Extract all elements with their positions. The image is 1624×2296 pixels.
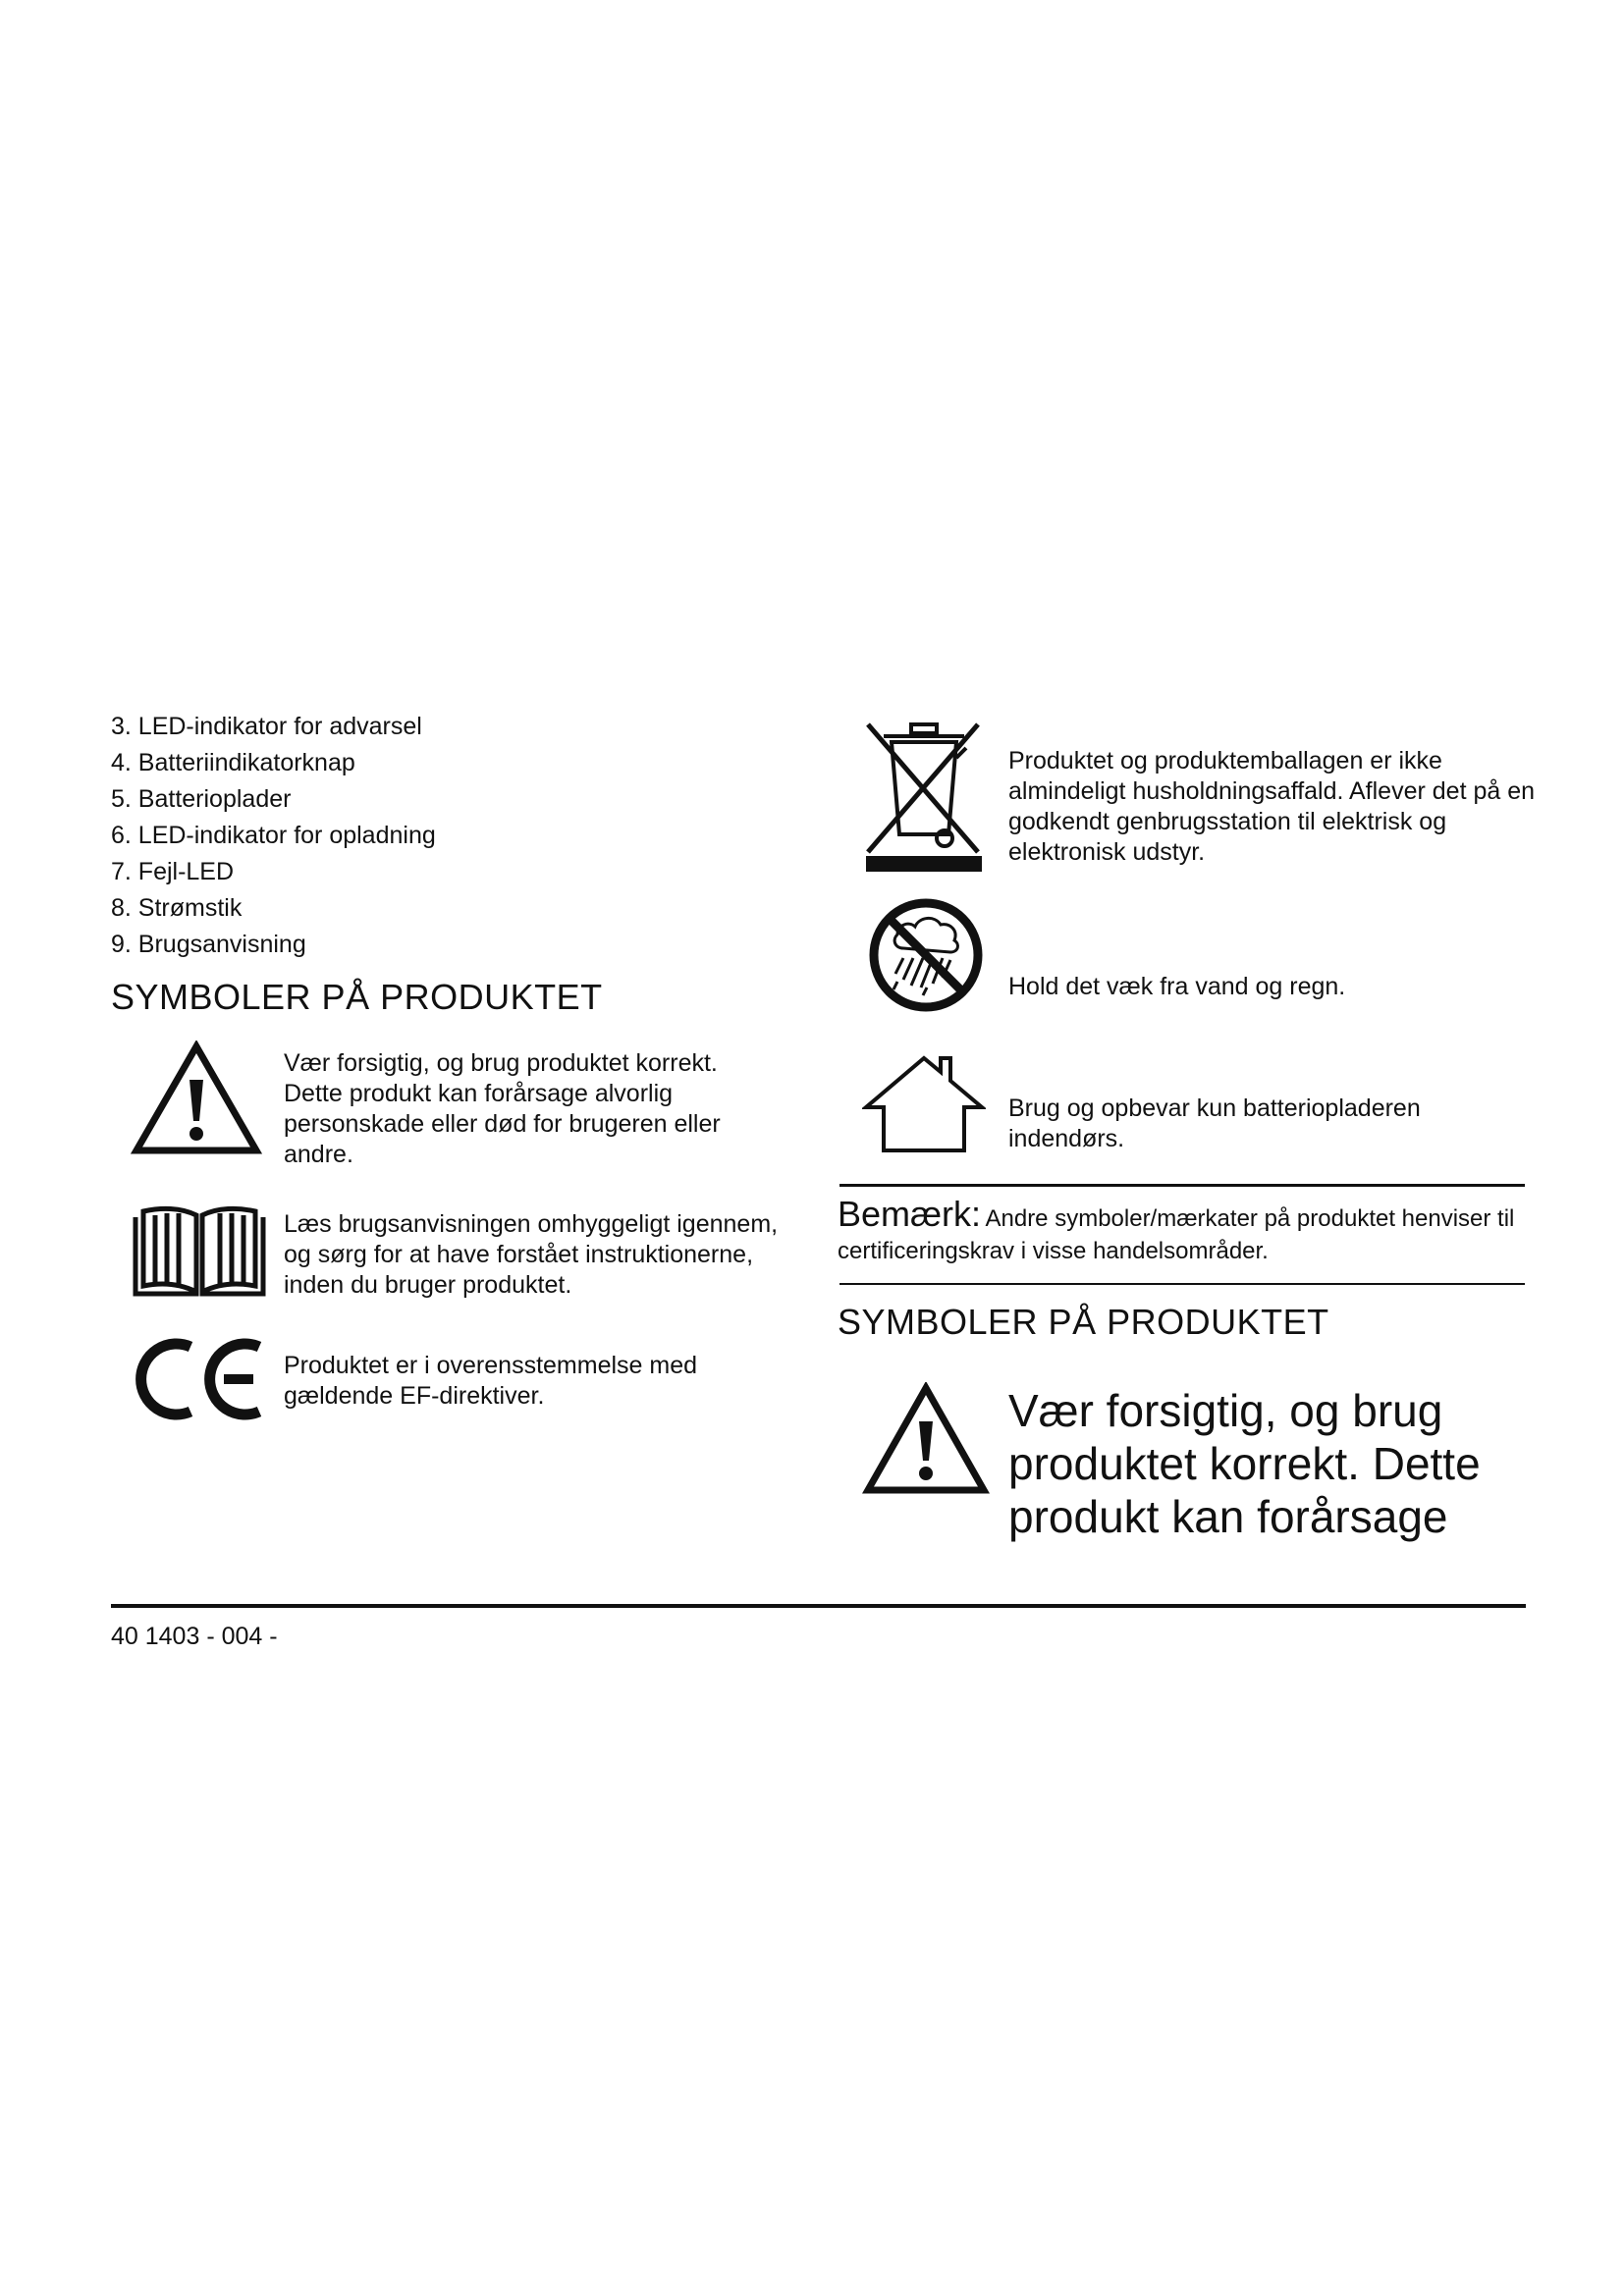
symbol-description: Brug og opbevar kun batteriopladeren indendørs. [1008, 1095, 1421, 1152]
symbol-description: Produktet er i overensstemmelse med gældende EF-direktiver. [284, 1352, 698, 1410]
list-item: 7. Fejl-LED [111, 858, 235, 885]
list-item: 6. LED-indikator for opladning [111, 822, 436, 849]
list-item: 8. Strømstik [111, 894, 243, 922]
symbol-description: Produktet og produktemballagen er ikke almindeligt husholdningsaffald. Aflever det på en godkendt genbrugsstation til elektrisk og elektronisk udstyr. [1008, 747, 1536, 866]
list-item: 3. LED-indikator for advarsel [111, 713, 422, 740]
section-heading-right: SYMBOLER PÅ PRODUKTET [838, 1302, 1329, 1342]
house-icon [862, 1052, 986, 1154]
parts-list [111, 709, 798, 963]
note-text: Andre symboler/mærkater på produktet henviser til certificeringskrav i visse handelsområder. [838, 1205, 1515, 1264]
symbol-description: Læs brugsanvisningen omhyggeligt igennem, og sørg for at have forstået instruktionerne, inden du bruger produktet. [284, 1210, 779, 1299]
warning-triangle-icon [131, 1041, 262, 1156]
page-reference: 40 1403 - 004 - [111, 1623, 278, 1650]
symbol-description: Vær forsigtig, og brug produktet korrekt. Dette produkt kan forårsage alvorlig personskade eller død for brugeren eller andre. [284, 1049, 721, 1168]
note-bottom-divider [839, 1283, 1525, 1285]
manual-book-icon [132, 1203, 267, 1298]
crossed-bin-icon [864, 719, 984, 874]
list-item: 5. Batterioplader [111, 785, 292, 813]
note-top-divider [839, 1184, 1525, 1187]
section-heading-left: SYMBOLER PÅ PRODUKTET [111, 977, 603, 1017]
list-item: 9. Brugsanvisning [111, 931, 306, 958]
note-label: Bemærk: [838, 1194, 982, 1234]
note-box [838, 1194, 1525, 1267]
warning-triangle-icon [862, 1382, 990, 1496]
big-warning-text: Vær forsigtig, og brug produktet korrekt. Dette produkt kan forårsage [1008, 1385, 1481, 1542]
list-item: 4. Batteriindikatorknap [111, 749, 355, 776]
footer-divider [111, 1604, 1526, 1608]
ce-mark-icon [134, 1337, 267, 1421]
no-rain-icon [868, 897, 984, 1013]
symbol-description: Hold det væk fra vand og regn. [1008, 973, 1346, 1000]
